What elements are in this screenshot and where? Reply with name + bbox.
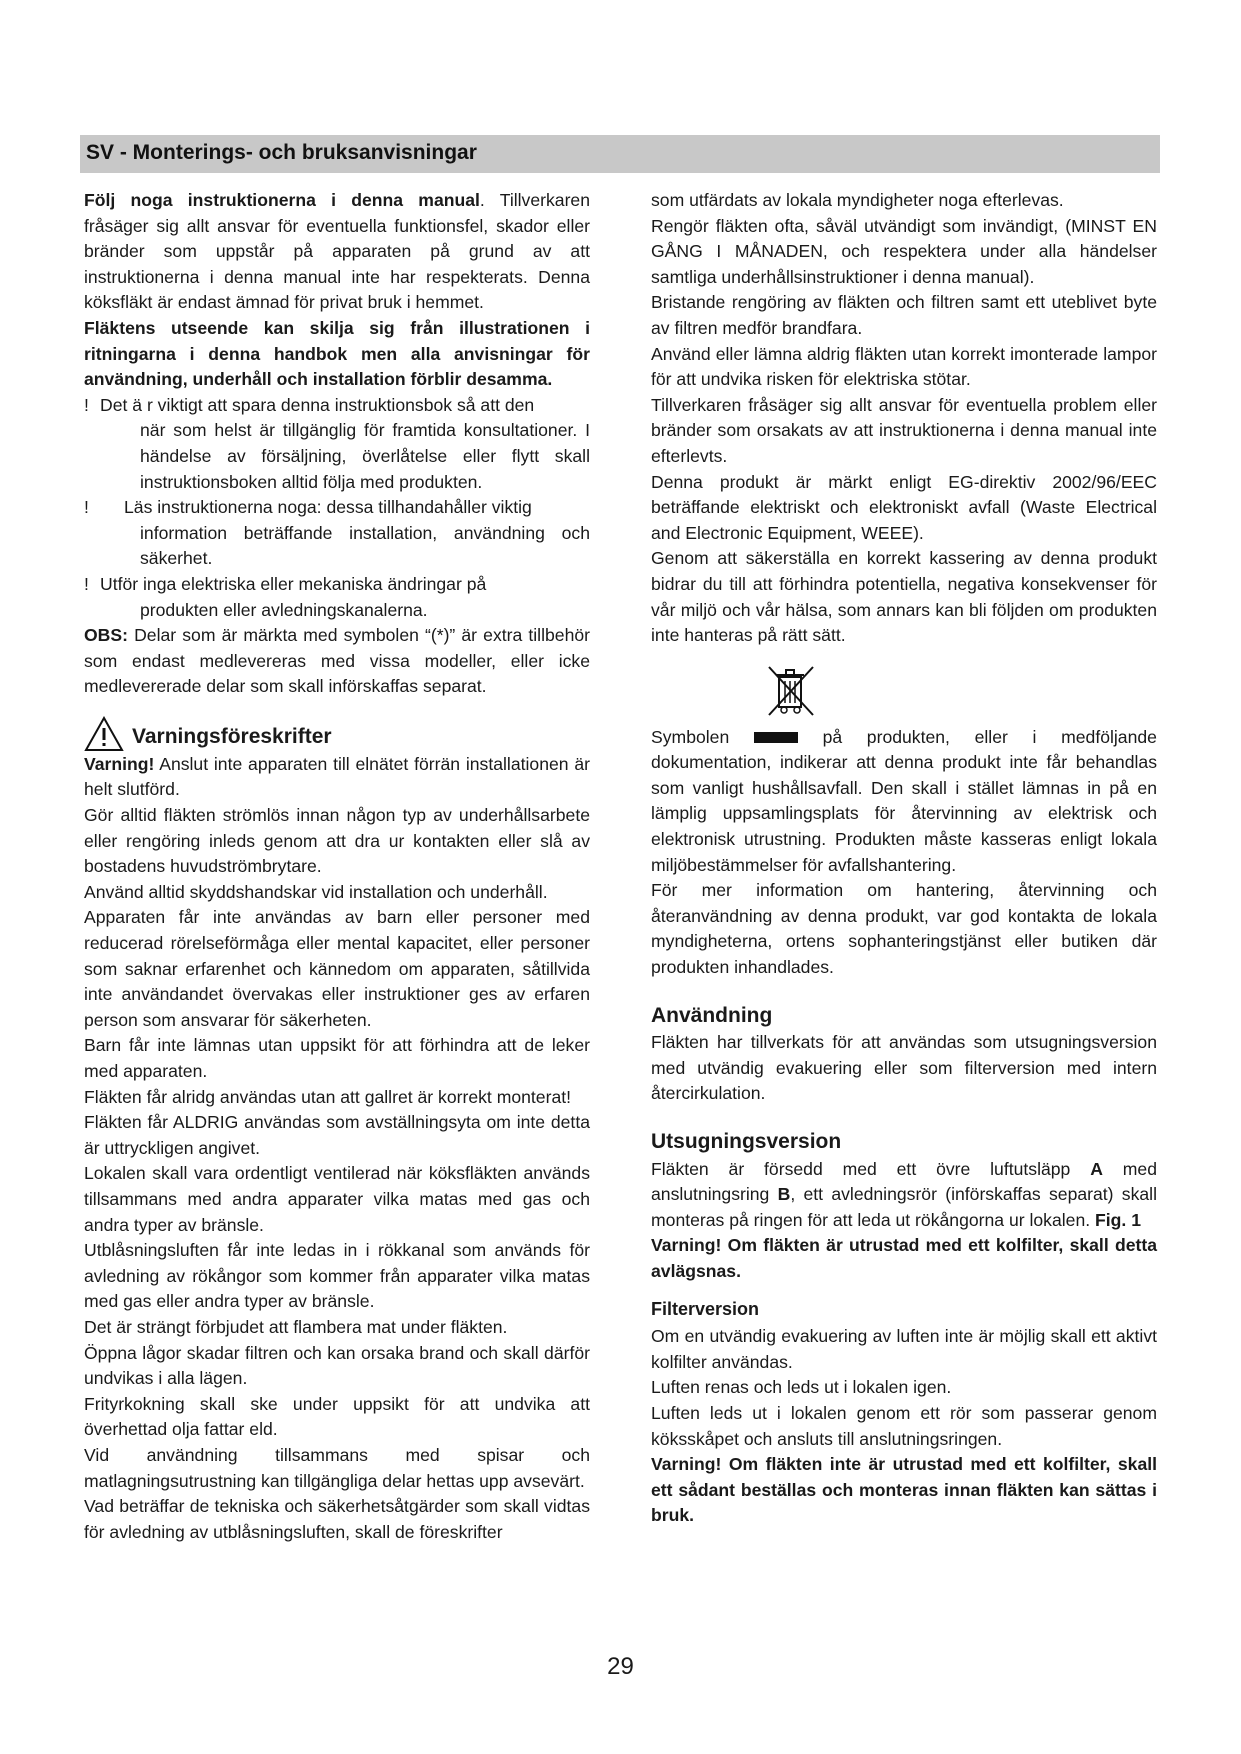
section-header-bar bbox=[80, 135, 1160, 173]
exclamation-icon: ! bbox=[84, 497, 89, 518]
label-b: B bbox=[777, 1184, 791, 1205]
extraction-warning-text: Varning! Om fläkten är utrustad med ett kolfilter, skall detta avlägsnas. bbox=[651, 1235, 1157, 1281]
symbol-paragraph: dokumentation, indikerar att denna produkt inte får behandlas som vanligt hushållsavfall. Den skall i stället lämnas in på en lämplig uppsamlingsplats för återvinning av elektrisk och elektronisk utrustning. Produkten måste kasseras enligt lokala miljöbestämmelser för avfallshantering. bbox=[651, 752, 1157, 875]
symbol-word: eller bbox=[974, 726, 1008, 747]
symbol-word: på bbox=[822, 726, 843, 747]
page-number: 29 bbox=[607, 1653, 634, 1680]
right-column bbox=[651, 188, 1157, 1529]
label-a: A bbox=[1090, 1158, 1103, 1179]
filter-warning bbox=[651, 1452, 1157, 1529]
intro-text: . Tillverkaren fråsäger sig allt ansvar för eventuella funktionsfel, skador eller bränder som uppstår på apparaten på grund av att instruktionerna i denna manual inte har respekterats. Denna köksfläkt är endast ämnad för privat bruk i hemmet. bbox=[84, 190, 590, 313]
appearance-bold: Fläktens utseende kan skilja sig från illustrationen i ritningarna i denna handbok men alla anvisningar för användning, underhåll och installation förblir desamma. bbox=[84, 317, 590, 390]
bullet-item bbox=[84, 495, 590, 572]
extraction-text: Fläkten är försedd med ett övre luftutsläpp bbox=[651, 1158, 1091, 1179]
safety-paragraph: Barn får inte lämnas utan uppsikt för att förhindra att de leker med apparaten. bbox=[84, 1035, 590, 1081]
safety-paragraph: Lokalen skall vara ordentligt ventilerad när köksfläkten används tillsammans med andra apparater vilka matas med gas och andra typer av bränsle. bbox=[84, 1163, 590, 1235]
black-bar-symbol bbox=[754, 732, 798, 743]
weee-crossed-bin-icon bbox=[763, 663, 819, 719]
appearance-note bbox=[84, 316, 590, 393]
bullet-item bbox=[84, 393, 590, 495]
symbol-word: produkten, bbox=[866, 726, 950, 747]
filter-paragraph: Om en utvändig evakuering av luften inte är möjlig skall ett aktivt kolfilter användas. bbox=[651, 1326, 1157, 1372]
body-paragraph: Denna produkt är märkt enligt EG-direktiv 2002/96/EEC beträffande elektriskt och elektroniskt avfall (Waste Electrical and Electronic Equipment, WEEE). bbox=[651, 471, 1157, 543]
obs-text: Delar som är märkta med symbolen “(*)” är extra tillbehör som endast medlevereras med vissa modeller, eller icke medlevererade delar som skall införskaffas separat. bbox=[84, 625, 590, 697]
body-paragraph: Rengör fläkten ofta, såväl utvändigt som invändigt, (MINST EN GÅNG I MÅNADEN, och respektera under alla händelser samtliga underhållsinstruktioner i denna manual). bbox=[651, 215, 1157, 287]
more-info-paragraph: För mer information om hantering, återvinning och återanvändning av denna produkt, var god kontakta de lokala myndigheterna, ortens sophanteringstjänst eller butiken där produkten inhandlades. bbox=[651, 880, 1157, 978]
bullet-rest: produkten eller avledningskanalerna. bbox=[140, 599, 428, 620]
obs-paragraph bbox=[84, 623, 590, 700]
bullet-rest: information beträffande installation, användning och säkerhet. bbox=[140, 522, 590, 569]
safety-paragraph: Vad beträffar de tekniska och säkerhetsåtgärder som skall vidtas för avledning av utblåsningsluften, skall de föreskrifter bbox=[84, 1496, 590, 1542]
extraction-text: med anslutningsring bbox=[651, 1158, 1157, 1205]
warnings-heading bbox=[84, 712, 590, 752]
extraction-paragraph bbox=[651, 1157, 1157, 1234]
obs-label: OBS: bbox=[84, 625, 128, 646]
section-title: SV - Monterings- och bruksanvisningar bbox=[86, 141, 477, 164]
bullet-first-line: Utför inga elektriska eller mekaniska ändringar på bbox=[100, 573, 487, 594]
usage-paragraph: Fläkten har tillverkats för att användas som utsugningsversion med utvändig evakuering eller som filterversion med intern återcirkulation. bbox=[651, 1032, 1157, 1104]
safety-paragraph: Öppna lågor skadar filtren och kan orsaka brand och skall därför undvikas i alla lägen. bbox=[84, 1342, 590, 1389]
safety-paragraph: Det är strängt förbjudet att flambera mat under fläkten. bbox=[84, 1316, 508, 1337]
extraction-text: , ett avledningsrör (införskaffas separat) skall monteras på ringen för att leda ut rökångorna ur lokalen. bbox=[651, 1184, 1157, 1230]
warning-text: Anslut inte apparaten till elnätet förrän installationen är helt slutförd. bbox=[84, 753, 590, 800]
symbol-word: i bbox=[1032, 726, 1037, 747]
exclamation-icon: ! bbox=[84, 394, 89, 415]
filter-paragraph: Luften leds ut i lokalen genom ett rör som passerar genom köksskåpet och ansluts till anslutningsringen. bbox=[651, 1402, 1157, 1449]
warning-label: Varning! bbox=[84, 753, 155, 774]
safety-paragraph: Fläkten får ALDRIG användas som avställningsyta om inte detta är uttryckligen angivet. bbox=[84, 1112, 590, 1158]
safety-paragraph: Vid användning tillsammans med spisar och matlagningsutrustning kan tillgängliga delar hettas upp avsevärt. bbox=[84, 1444, 590, 1491]
usage-title: Användning bbox=[651, 1003, 773, 1027]
warning-paragraph bbox=[84, 752, 590, 803]
extraction-title: Utsugningsversion bbox=[651, 1130, 842, 1153]
body-paragraph: Genom att säkerställa en korrekt kassering av denna produkt bidrar du till att förhindra potentiella, negativa konsekvenser för vår miljö och vår hälsa, som annars kan bli följden om produkten inte hanteras på rätt sätt. bbox=[651, 548, 1157, 646]
filter-title: Filterversion bbox=[651, 1298, 760, 1319]
filter-warning-text: Varning! Om fläkten inte är utrustad med ett kolfilter, skall ett sådant beställas och monteras innan fläkten kan sättas i bruk. bbox=[651, 1454, 1157, 1526]
safety-paragraph: Fläkten får alridg användas utan att gallret är korrekt monterat! bbox=[84, 1086, 572, 1107]
warnings-title: Varningsföreskrifter bbox=[132, 725, 332, 749]
safety-paragraph: Apparaten får inte användas av barn eller personer med reducerad rörelseförmåga eller mental kapacitet, eller personer som saknar erfarenhet och kännedom om apparaten, såtillvida inte användandet övervakas eller instruktioner ges av erfaren person som ansvarar för säkerheten. bbox=[84, 907, 590, 1030]
left-column bbox=[84, 188, 590, 1545]
figure-reference: Fig. 1 bbox=[1095, 1209, 1141, 1230]
symbol-word: Symbolen bbox=[651, 726, 730, 747]
body-paragraph: Bristande rengöring av fläkten och filtren samt ett uteblivet byte av filtren medför brandfara. bbox=[651, 292, 1157, 338]
warning-triangle-icon bbox=[84, 716, 124, 752]
exclamation-icon: ! bbox=[84, 573, 89, 594]
extraction-warning bbox=[651, 1233, 1157, 1284]
safety-paragraph: Utblåsningsluften får inte ledas in i rökkanal som används för avledning av rökångor som kommer från apparater vilka matas med gas eller andra typer av bränsle. bbox=[84, 1240, 590, 1312]
bullet-first-line: Det ä r viktigt att spara denna instruktionsbok så att den bbox=[100, 394, 535, 415]
safety-paragraph: Använd alltid skyddshandskar vid installation och underhåll. bbox=[84, 881, 548, 902]
bullet-rest: när som helst är tillgänglig för framtida konsultationer. I händelse av försäljning, överlåtelse eller flytt skall instruktionsboken alltid följa med produkten. bbox=[140, 420, 590, 492]
body-paragraph: Tillverkaren fråsäger sig allt ansvar för eventuella problem eller bränder som orsakats av att instruktionerna i denna manual inte efterlevts. bbox=[651, 394, 1157, 466]
symbol-word: medföljande bbox=[1061, 726, 1157, 747]
intro-paragraph bbox=[84, 188, 590, 316]
body-paragraph: Använd eller lämna aldrig fläkten utan korrekt imonterade lampor för att undvika risken för elektriska stötar. bbox=[651, 343, 1157, 390]
symbol-line bbox=[651, 725, 1157, 751]
intro-bold: Följ noga instruktionerna i denna manual bbox=[84, 190, 480, 210]
bullet-first-line: Läs instruktionerna noga: dessa tillhandahåller viktig bbox=[124, 497, 532, 518]
safety-paragraph: Frityrkokning skall ske under uppsikt för att undvika att överhettad olja fattar eld. bbox=[84, 1393, 590, 1440]
filter-paragraph: Luften renas och leds ut i lokalen igen. bbox=[651, 1377, 952, 1398]
safety-paragraph: Gör alltid fläkten strömlös innan någon typ av underhållsarbete eller rengöring inleds genom att dra ur kontakten eller slå av bostadens huvudströmbrytare. bbox=[84, 805, 590, 877]
bullet-item bbox=[84, 572, 590, 623]
body-paragraph: som utfärdats av lokala myndigheter noga efterlevas. bbox=[651, 190, 1064, 210]
